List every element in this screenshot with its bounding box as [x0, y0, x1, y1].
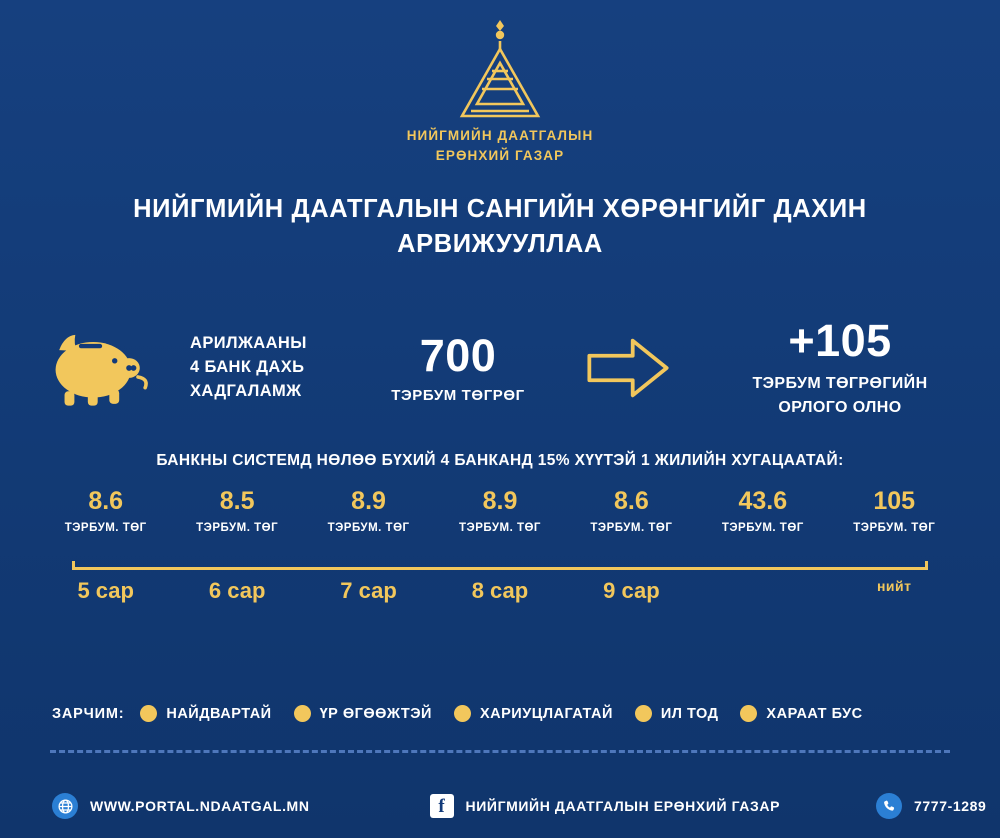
- income-gain-unit: [698, 372, 982, 418]
- phone-icon: [876, 793, 902, 819]
- breakdown-caption: БАНКНЫ СИСТЕМД НӨЛӨӨ БҮХИЙ 4 БАНКАНД 15% ХҮҮТЭЙ 1 ЖИЛИЙН ХУГАЦААТАЙ:: [156, 452, 844, 469]
- breakdown-unit: ТЭРБУМ. ТӨГ: [721, 521, 804, 534]
- principle-label: НАЙДВАРТАЙ: [166, 705, 272, 722]
- breakdown-value: 8.9: [351, 487, 386, 515]
- breakdown-value-cell: [171, 488, 302, 534]
- principle-label: ҮР ӨГӨӨЖТЭЙ: [319, 705, 432, 722]
- bullet-dot-icon: [454, 705, 471, 722]
- principles-row: [52, 705, 952, 722]
- principles-label: ЗАРЧИМ:: [52, 705, 125, 722]
- month-label: 7 сар: [340, 578, 397, 603]
- right-arrow-icon: [585, 335, 671, 401]
- breakdown-value: 8.6: [88, 487, 124, 515]
- bullet-dot-icon: [294, 705, 311, 722]
- facebook-link[interactable]: [430, 794, 781, 818]
- breakdown-values-row: [40, 488, 960, 534]
- breakdown-value: 8.5: [219, 487, 255, 515]
- income-gain: [698, 317, 1000, 419]
- deposit-amount-value: 700: [419, 329, 497, 381]
- globe-icon: [52, 793, 78, 819]
- month-label-total: нийт: [876, 578, 912, 594]
- month-label-cell: [171, 578, 302, 604]
- principle-item: [294, 705, 432, 722]
- month-label-total-cell: [829, 578, 960, 604]
- breakdown-value-cell: [566, 488, 697, 534]
- deposit-label-line1: АРИЛЖААНЫ: [190, 334, 307, 353]
- organization-logo: [0, 16, 1000, 165]
- month-label-cell: [40, 578, 171, 604]
- bullet-dot-icon: [140, 705, 157, 722]
- income-gain-unit-line1: ТЭРБУМ ТӨГРӨГИЙН: [752, 375, 928, 393]
- breakdown-value-cell: [303, 488, 434, 534]
- breakdown-unit: ТЭРБУМ. ТӨГ: [196, 521, 279, 534]
- month-label: 8 сар: [471, 578, 529, 603]
- phone-contact[interactable]: [876, 793, 986, 819]
- logo-text-line1: НИЙГМИЙН ДААТГАЛЫН: [406, 128, 594, 143]
- income-gain-value: +105: [788, 315, 892, 367]
- month-label-cell: [303, 578, 434, 604]
- breakdown-unit: ТЭРБУМ. ТӨГ: [853, 521, 936, 534]
- footer-divider: [50, 750, 950, 753]
- phone-number: 7777-1289: [914, 798, 987, 814]
- breakdown-months-row: [40, 578, 960, 604]
- breakdown-value: 43.6: [738, 487, 788, 515]
- piggy-bank-wrapper: [0, 325, 190, 411]
- soyombo-emblem-icon: [440, 16, 560, 120]
- breakdown-value-cell: [697, 488, 828, 534]
- bullet-dot-icon: [635, 705, 652, 722]
- breakdown-value-cell: [829, 488, 960, 534]
- deposit-label-line3: ХАДГАЛАМЖ: [190, 381, 302, 400]
- deposit-amount-unit: ТЭРБУМ ТӨГРӨГ: [391, 387, 525, 405]
- principle-label: ХАРААТ БУС: [766, 705, 863, 722]
- month-label-cell: [434, 578, 565, 604]
- breakdown-value-cell: [40, 488, 171, 534]
- deposit-amount: [358, 329, 558, 405]
- deposit-label-line2: 4 БАНК ДАХЬ: [190, 358, 305, 377]
- footer-bar: [0, 780, 1000, 832]
- breakdown-value: 105: [873, 487, 916, 515]
- facebook-page-name: НИЙГМИЙН ДААТГАЛЫН ЕРӨНХИЙ ГАЗАР: [465, 798, 781, 814]
- breakdown-unit: ТЭРБУМ. ТӨГ: [327, 521, 410, 534]
- bullet-dot-icon: [740, 705, 757, 722]
- principle-label: ХАРИУЦЛАГАТАЙ: [479, 705, 613, 722]
- page-title: НИЙГМИЙН ДААТГАЛЫН САНГИЙН ХӨРӨНГИЙГ ДАХИН АРВИЖУУЛЛАА: [133, 195, 867, 259]
- month-label-cell: [566, 578, 697, 604]
- website-url: WWW.PORTAL.NDAATGAL.MN: [90, 798, 310, 814]
- hero-summary-row: [0, 308, 1000, 428]
- principle-item: [454, 705, 613, 722]
- principle-item: [140, 705, 271, 722]
- breakdown-unit: ТЭРБУМ. ТӨГ: [64, 521, 147, 534]
- breakdown-unit: ТЭРБУМ. ТӨГ: [590, 521, 673, 534]
- piggy-bank-icon: [41, 325, 149, 411]
- facebook-icon: f: [430, 794, 454, 818]
- income-gain-unit-line2: ОРЛОГО ОЛНО: [778, 398, 902, 416]
- principle-item: [635, 705, 719, 722]
- principle-label: ИЛ ТОД: [660, 705, 719, 722]
- month-label: 9 сар: [603, 578, 660, 603]
- arrow-wrapper: [558, 335, 698, 401]
- breakdown-value: 8.9: [482, 487, 518, 515]
- principle-item: [740, 705, 862, 722]
- breakdown-value: 8.6: [614, 487, 649, 515]
- logo-text: [407, 126, 594, 165]
- breakdown-value-cell: [434, 488, 565, 534]
- deposit-label: [190, 332, 358, 404]
- breakdown-unit: ТЭРБУМ. ТӨГ: [458, 521, 541, 534]
- month-label: 5 сар: [77, 578, 134, 603]
- timeline-axis: [72, 567, 928, 570]
- logo-text-line2: ЕРӨНХИЙ ГАЗАР: [435, 147, 565, 163]
- month-label: 6 сар: [208, 578, 266, 603]
- website-link[interactable]: [52, 793, 310, 819]
